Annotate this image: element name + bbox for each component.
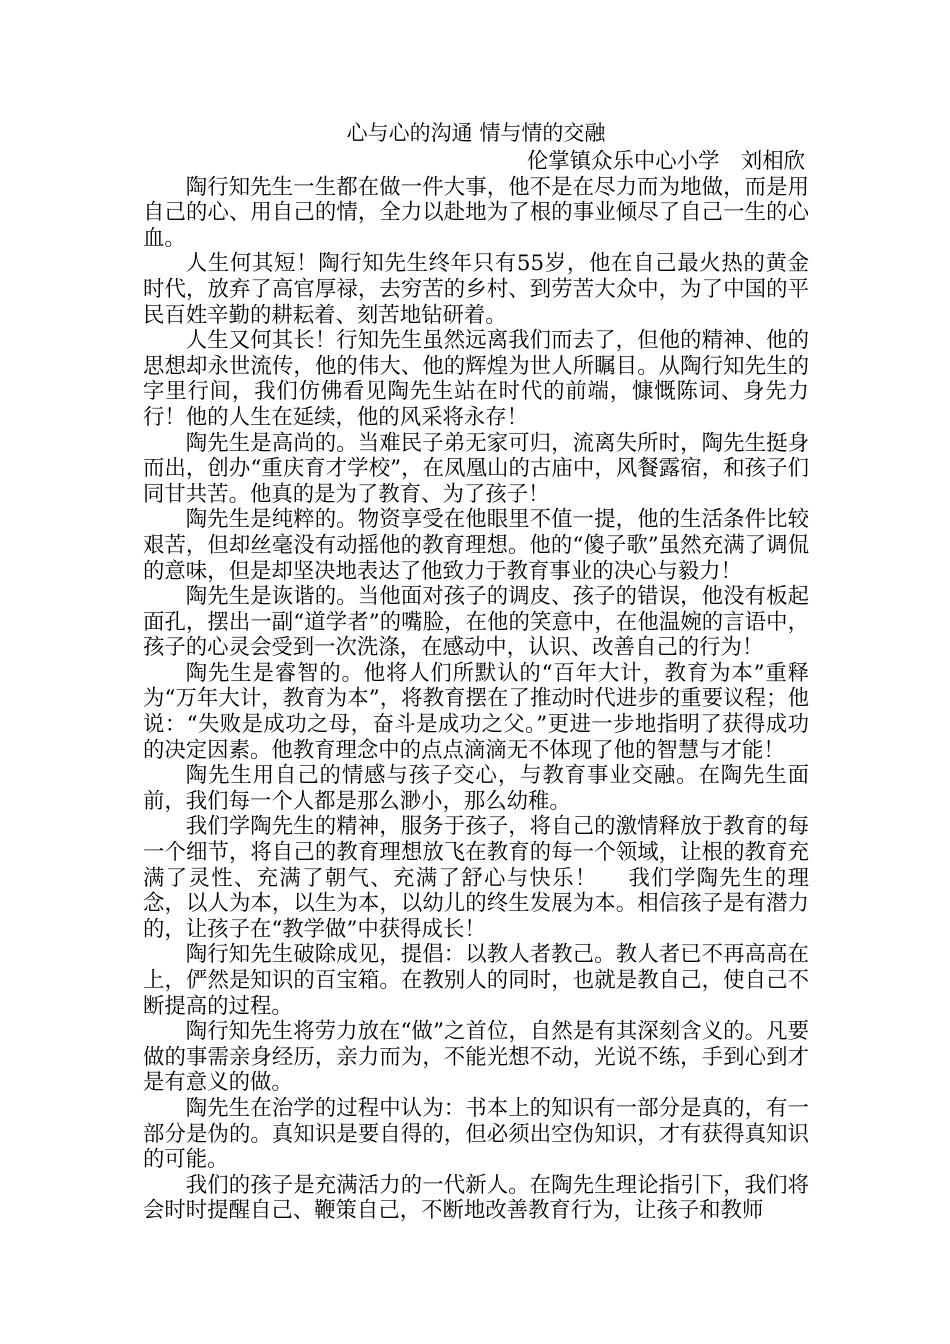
paragraph-10: 陶行知先生破除成见，提倡：以教人者教己。教人者已不再高高在上，俨然是知识的百宝箱。在教别人的同时，也就是教自己，使自己不断提高的过程。 — [143, 942, 809, 1019]
paragraph-11: 陶行知先生将劳力放在“做”之首位，自然是有其深刻含义的。凡要做的事需亲身经历，亲力而为，不能光想不动，光说不练，手到心到才是有意义的做。 — [143, 1019, 809, 1096]
document-page — [143, 118, 809, 1224]
paragraph-1: 陶行知先生一生都在做一件大事，他不是在尽力而为地做，而是用自己的心、用自己的情，全力以赴地为了根的事业倾尽了自己一生的心血。 — [143, 174, 809, 251]
paragraph-2: 人生何其短！陶行知先生终年只有55岁，他在自己最火热的黄金时代，放弃了高官厚禄，去穷苦的乡村、到劳苦大众中，为了中国的平民百姓辛勤的耕耘着、刻苦地钻研着。 — [143, 251, 809, 328]
paragraph-12: 陶先生在治学的过程中认为：书本上的知识有一部分是真的，有一部分是伪的。真知识是要自得的，但必须出空伪知识，才有获得真知识的可能。 — [143, 1095, 809, 1173]
author-line: 伦掌镇众乐中心小学 刘相欣 — [526, 149, 805, 174]
paragraph-5: 陶先生是纯粹的。物资享受在他眼里不值一提，他的生活条件比较艰苦，但却丝毫没有动摇他的教育理想。他的“傻子歌”虽然充满了调侃的意味，但是却坚决地表达了他致力于教育事业的决心与毅力！ — [143, 507, 809, 584]
paragraph-3: 人生又何其长！行知先生虽然远离我们而去了，但他的精神、他的思想却永世流传，他的伟大、他的辉煌为世人所瞩目。从陶行知先生的字里行间，我们仿佛看见陶先生站在时代的前端，慷慨陈词、身先力行！他的人生在延续，他的风采将永存！ — [143, 328, 809, 430]
paragraph-4: 陶先生是高尚的。当难民子弟无家可归，流离失所时，陶先生挺身而出，创办“重庆育才学校”，在凤凰山的古庙中，风餐露宿，和孩子们同甘共苦。他真的是为了教育、为了孩子！ — [143, 430, 809, 507]
paragraph-8: 陶先生用自己的情感与孩子交心，与教育事业交融。在陶先生面前，我们每一个人都是那么渺小，那么幼稚。 — [143, 763, 809, 814]
paragraph-6: 陶先生是诙谐的。当他面对孩子的调皮、孩子的错误，他没有板起面孔，摆出一副“道学者”的嘴脸，在他的笑意中，在他温婉的言语中，孩子的心灵会受到一次洗涤，在感动中，认识、改善自己的行为！ — [143, 584, 809, 661]
paragraph-7: 陶先生是睿智的。他将人们所默认的“百年大计，教育为本”重释为“万年大计，教育为本”，将教育摆在了推动时代进步的重要议程；他说：“失败是成功之母，奋斗是成功之父。”更进一步地指明了获得成功的决定因素。他教育理念中的点点滴滴无不体现了他的智慧与才能！ — [143, 660, 809, 763]
paragraph-13: 我们的孩子是充满活力的一代新人。在陶先生理论指引下，我们将会时时提醒自己、鞭策自己，不断地改善教育行为，让孩子和教师 — [143, 1172, 809, 1224]
document-title: 心与心的沟通 情与情的交融 — [346, 121, 606, 145]
paragraph-9: 我们学陶先生的精神，服务于孩子，将自己的激情释放于教育的每一个细节，将自己的教育理想放飞在教育的每一个领域，让根的教育充满了灵性、充满了朝气、充满了舒心与快乐！ 我们学陶先生的理念，以人为本，以生为本，以幼儿的终生发展为本。相信孩子是有潜力的，让孩子在“教学做”中获得成长！ — [143, 814, 809, 942]
